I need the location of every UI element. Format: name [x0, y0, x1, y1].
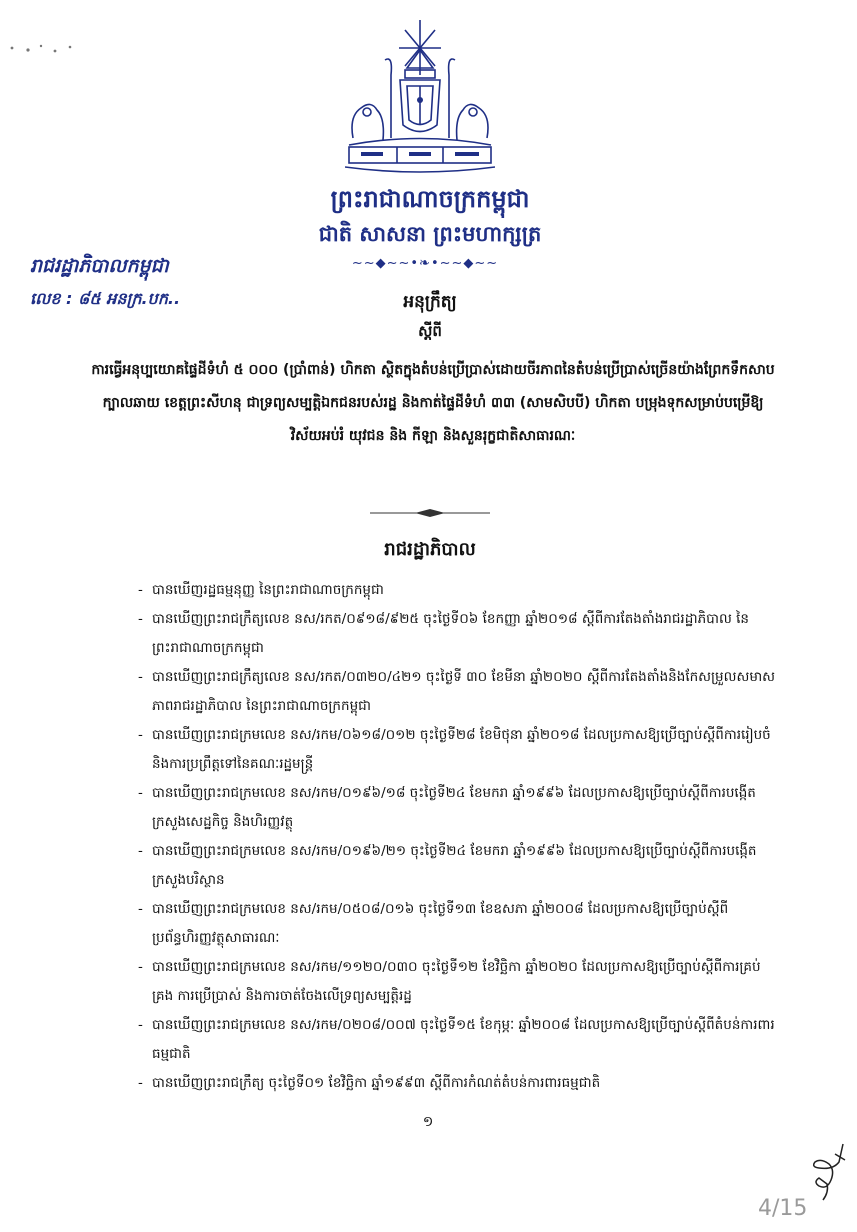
recital-text: បានឃើញព្រះរាជក្រមលេខ នស/រកម/០១៩៦/១៨ ចុះថ្ងៃទី២៤ ខែមករា ឆ្នាំ១៩៩៦ ដែលប្រកាសឱ្យប្រើច្បាប់ស្ដីពីការបង្កើតក្រសួងសេដ្ឋកិច្ច និងហិរញ្ញវត្ថុ [152, 785, 756, 830]
recital-text: បានឃើញព្រះរាជក្រឹត្យ ចុះថ្ងៃទី០១ ខែវិច្ឆិកា ឆ្នាំ១៩៩៣ ស្ដីពីការកំណត់តំបន់ការពារធម្មជាតិ [152, 1075, 601, 1091]
recital-item [138, 1069, 778, 1098]
document-type: អនុក្រឹត្យ [403, 292, 457, 312]
recital-text: បានឃើញរដ្ឋធម្មនុញ្ញ នៃព្រះរាជាណាចក្រកម្ពុជា [152, 582, 384, 598]
bullet-dash: - [138, 901, 143, 917]
bullet-dash: - [138, 785, 143, 801]
recitals-list [138, 576, 778, 1098]
about-label: ស្ដីពី [418, 322, 442, 340]
recital-text: បានឃើញព្រះរាជក្រមលេខ នស/រកម/១១២០/០៣០ ចុះថ្ងៃទី១២ ខែវិច្ឆិកា ឆ្នាំ២០២០ ដែលប្រកាសឱ្យប្រើច្បាប់ស្ដីពីការគ្រប់គ្រង ការប្រើប្រាស់ និងការចាត់ចែងលើទ្រព្យសម្បត្តិរដ្ឋ [152, 959, 761, 1004]
recital-text: បានឃើញព្រះរាជក្រមលេខ នស/រកម/០២០៨/០០៧ ចុះថ្ងៃទី១៥ ខែកុម្ភៈ ឆ្នាំ២០០៨ ដែលប្រកាសឱ្យប្រើច្បាប់ស្ដីពីតំបន់ការពារធម្មជាតិ [152, 1017, 775, 1062]
recital-item [138, 663, 778, 721]
ornament-divider: ~~◆~~•❧•~~◆~~ [351, 256, 499, 271]
bullet-dash: - [138, 611, 143, 627]
issuing-government: រាជរដ្ឋាភិបាលកម្ពុជា [30, 255, 169, 277]
royal-coat-of-arms-icon [345, 20, 495, 175]
bullet-dash: - [138, 727, 143, 743]
page-indicator: 4/15 [758, 1196, 808, 1221]
recital-item [138, 837, 778, 895]
recital-text: បានឃើញព្រះរាជក្រមលេខ នស/រកម/០៦១៨/០១២ ចុះថ្ងៃទី២៨ ខែមិថុនា ឆ្នាំ២០១៨ ដែលប្រកាសឱ្យប្រើច្បាប់ស្ដីពីការរៀបចំ និងការប្រព្រឹត្តទៅនៃគណៈរដ្ឋមន្ត្រី [152, 727, 771, 772]
scan-specks [8, 40, 78, 60]
bullet-dash: - [138, 669, 143, 685]
recital-item [138, 895, 778, 953]
kingdom-title: ព្រះរាជាណាចក្រកម្ពុជា [330, 185, 530, 213]
page-number: ១ [422, 1114, 434, 1130]
document-subject: ការធ្វើអនុប្បយោគផ្ទៃដីទំហំ ៥ ០០០ (ប្រាំពាន់) ហិកតា ស្ថិតក្នុងតំបន់ប្រើប្រាស់ដោយចីរភាពនៃតំបន់ប្រើប្រាស់ច្រើនយ៉ាងព្រែកទឹកសាបក្បាលឆាយ ខេត្តព្រះសីហនុ ជាទ្រព្យសម្បត្តិឯកជនរបស់រដ្ឋ និងកាត់ផ្ទៃដីទំហំ ៣៣ (សាមសិបបី) ហិកតា បម្រុងទុកសម្រាប់បម្រើឱ្យវិស័យអប់រំ យុវជន និង កីឡា និងសួនរុក្ខជាតិសាធារណៈ [91, 362, 775, 444]
recital-text: បានឃើញព្រះរាជក្រមលេខ នស/រកម/០៥០៨/០១៦ ចុះថ្ងៃទី១៣ ខែឧសភា ឆ្នាំ២០០៨ ដែលប្រកាសឱ្យប្រើច្បាប់ស្ដីពីប្រព័ន្ធហិរញ្ញវត្ថុសាធារណៈ [152, 901, 729, 946]
recital-item [138, 576, 778, 605]
national-motto: ជាតិ សាសនា ព្រះមហាក្សត្រ [318, 222, 542, 246]
recital-text: បានឃើញព្រះរាជក្រឹត្យលេខ នស/រកត/០៩១៨/៩២៥ ចុះថ្ងៃទី០៦ ខែកញ្ញា ឆ្នាំ២០១៨ ស្ដីពីការតែងតាំងរាជរដ្ឋាភិបាល នៃព្រះរាជាណាចក្រកម្ពុជា [152, 611, 749, 656]
decorative-divider [370, 508, 490, 518]
bullet-dash: - [138, 582, 143, 598]
recital-item [138, 605, 778, 663]
initials-signature [805, 1140, 850, 1205]
recital-item [138, 721, 778, 779]
bullet-dash: - [138, 1075, 143, 1091]
reference-number: លេខ : ៨៥ អនក្រ.បក.. [30, 289, 181, 308]
recital-item [138, 953, 778, 1011]
bullet-dash: - [138, 843, 143, 859]
recital-item [138, 779, 778, 837]
recital-text: បានឃើញព្រះរាជក្រមលេខ នស/រកម/០១៩៦/២១ ចុះថ្ងៃទី២៤ ខែមករា ឆ្នាំ១៩៩៦ ដែលប្រកាសឱ្យប្រើច្បាប់ស្ដីពីការបង្កើតក្រសួងបរិស្ថាន [152, 843, 757, 888]
recital-text: បានឃើញព្រះរាជក្រឹត្យលេខ នស/រកត/០៣២០/៤២១ ចុះថ្ងៃទី ៣០ ខែមីនា ឆ្នាំ២០២០ ស្ដីពីការតែងតាំងនិងកែសម្រួលសមាសភាពរាជរដ្ឋាភិបាល នៃព្រះរាជាណាចក្រកម្ពុជា [152, 669, 776, 714]
bullet-dash: - [138, 959, 143, 975]
bullet-dash: - [138, 1017, 143, 1033]
recital-item [138, 1011, 778, 1069]
section-title: រាជរដ្ឋាភិបាល [384, 539, 476, 560]
